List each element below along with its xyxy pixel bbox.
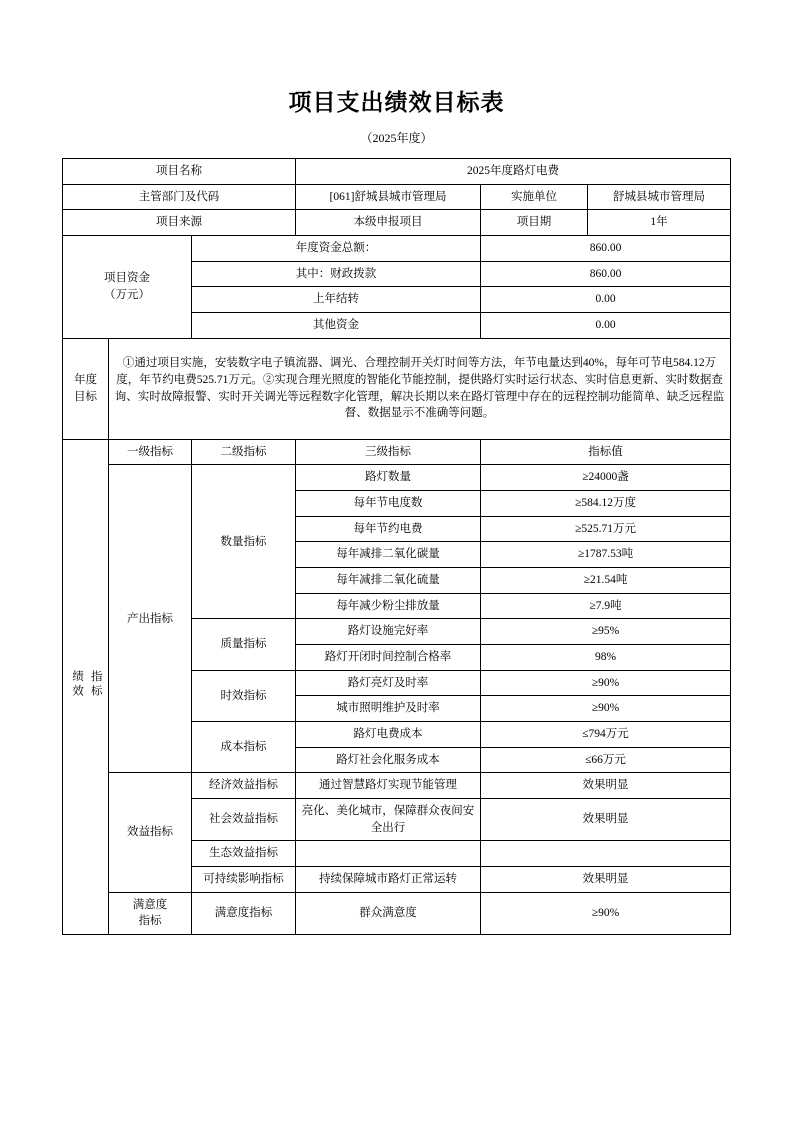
level2-social: 社会效益指标 [192, 799, 296, 841]
level2-ecological: 生态效益指标 [192, 841, 296, 867]
level2-sustainable: 可持续影响指标 [192, 867, 296, 893]
level2-quantity: 数量指标 [192, 465, 296, 619]
indicator-value: ≥1787.53吨 [481, 542, 731, 568]
level1-satisfaction-line2: 指标 [138, 915, 162, 928]
indicator-value: ≤794万元 [481, 722, 731, 748]
funds-row-value: 0.00 [481, 287, 731, 313]
level2-satisfaction: 满意度指标 [192, 892, 296, 934]
indicator-value: ≥7.9吨 [481, 593, 731, 619]
table-row [63, 159, 731, 185]
annual-goal-text: ①通过项目实施，安装数字电子镇流器、调光、合理控制开关灯时间等方法，年节电量达到40%，每年可节电584.12万度，年节约电费525.71万元。②实现合理光照度的智能化节能控制，提供路灯实时运行状态、实时信息更新、实时数据查询、实时故障报警、实时开关调光等远程数字化管理，解决长期以来在路灯管理中存在的远程控制功能简单、缺乏远程监督、数据显示不准确等问题。 [109, 338, 731, 439]
level3-indicator: 群众满意度 [296, 892, 481, 934]
col-header-level3: 三级指标 [296, 439, 481, 465]
table-row [63, 773, 731, 799]
level2-cost: 成本指标 [192, 722, 296, 773]
level3-indicator: 路灯数量 [296, 465, 481, 491]
funds-label-line1: 项目资金 [104, 272, 150, 285]
level3-indicator [296, 841, 481, 867]
annual-goal-label [63, 338, 109, 439]
level3-indicator: 每年减排二氧化碳量 [296, 542, 481, 568]
indicator-value [481, 841, 731, 867]
level3-indicator: 持续保障城市路灯正常运转 [296, 867, 481, 893]
indicator-value: ≥584.12万度 [481, 491, 731, 517]
funds-row-name: 年度资金总额： [192, 236, 481, 262]
period-label: 项目期 [481, 210, 588, 236]
level3-indicator: 路灯电费成本 [296, 722, 481, 748]
level2-timeliness: 时效指标 [192, 670, 296, 721]
level1-satisfaction-line1: 满意度 [132, 898, 168, 911]
level1-satisfaction [109, 892, 192, 934]
indicator-value: 效果明显 [481, 799, 731, 841]
level3-indicator: 每年节电度数 [296, 491, 481, 517]
source-value: 本级申报项目 [296, 210, 481, 236]
indicator-value: ≥24000盏 [481, 465, 731, 491]
indicator-value: ≤66万元 [481, 747, 731, 773]
annual-goal-label-line2: 目标 [74, 390, 97, 403]
level3-indicator: 亮化、美化城市，保障群众夜间安全出行 [296, 799, 481, 841]
level3-indicator: 每年减排二氧化硫量 [296, 568, 481, 594]
indicator-value: ≥21.54吨 [481, 568, 731, 594]
table-row [63, 184, 731, 210]
indicator-value: ≥95% [481, 619, 731, 645]
funds-label-line2: （万元） [104, 288, 150, 301]
col-header-level2: 二级指标 [192, 439, 296, 465]
funds-row-name: 其他资金 [192, 313, 481, 339]
level3-indicator: 路灯开闭时间控制合格率 [296, 645, 481, 671]
funds-row-name: 其中：财政拨款 [192, 261, 481, 287]
page-subtitle: （2025年度） [360, 131, 433, 145]
level3-indicator: 路灯亮灯及时率 [296, 670, 481, 696]
col-header-value: 指标值 [481, 439, 731, 465]
table-row [63, 465, 731, 491]
col-header-level1: 一级指标 [109, 439, 192, 465]
unit-label: 实施单位 [481, 184, 588, 210]
perf-label [63, 439, 109, 934]
page-title: 项目支出绩效目标表 [288, 90, 505, 115]
level1-benefit: 效益指标 [109, 773, 192, 892]
dept-label: 主管部门及代码 [63, 184, 296, 210]
level3-indicator: 路灯社会化服务成本 [296, 747, 481, 773]
level1-output: 产出指标 [109, 465, 192, 773]
perf-label-text2: 指标 [89, 669, 102, 699]
project-name-label: 项目名称 [63, 159, 296, 185]
level2-quality: 质量指标 [192, 619, 296, 670]
unit-value: 舒城县城市管理局 [588, 184, 731, 210]
indicator-value: ≥90% [481, 696, 731, 722]
level3-indicator: 城市照明维护及时率 [296, 696, 481, 722]
funds-row-value: 860.00 [481, 261, 731, 287]
indicator-value: 效果明显 [481, 867, 731, 893]
table-row [63, 210, 731, 236]
perf-label-text: 绩效 [71, 669, 84, 699]
dept-value: [061]舒城县城市管理局 [296, 184, 481, 210]
table-row [63, 892, 731, 934]
level3-indicator: 每年节约电费 [296, 516, 481, 542]
period-value: 1年 [588, 210, 731, 236]
funds-row-value: 860.00 [481, 236, 731, 262]
indicator-value: 98% [481, 645, 731, 671]
indicator-value: ≥90% [481, 892, 731, 934]
level3-indicator: 每年减少粉尘排放量 [296, 593, 481, 619]
funds-label [63, 236, 192, 339]
annual-goal-label-line1: 年度 [74, 374, 97, 387]
project-name-value: 2025年度路灯电费 [296, 159, 731, 185]
performance-target-table [62, 158, 731, 935]
indicator-value: 效果明显 [481, 773, 731, 799]
level2-economic: 经济效益指标 [192, 773, 296, 799]
table-row [63, 439, 731, 465]
indicator-value: ≥525.71万元 [481, 516, 731, 542]
level3-indicator: 路灯设施完好率 [296, 619, 481, 645]
table-row [63, 236, 731, 262]
funds-row-name: 上年结转 [192, 287, 481, 313]
funds-row-value: 0.00 [481, 313, 731, 339]
indicator-value: ≥90% [481, 670, 731, 696]
table-row [63, 338, 731, 439]
source-label: 项目来源 [63, 210, 296, 236]
level3-indicator: 通过智慧路灯实现节能管理 [296, 773, 481, 799]
